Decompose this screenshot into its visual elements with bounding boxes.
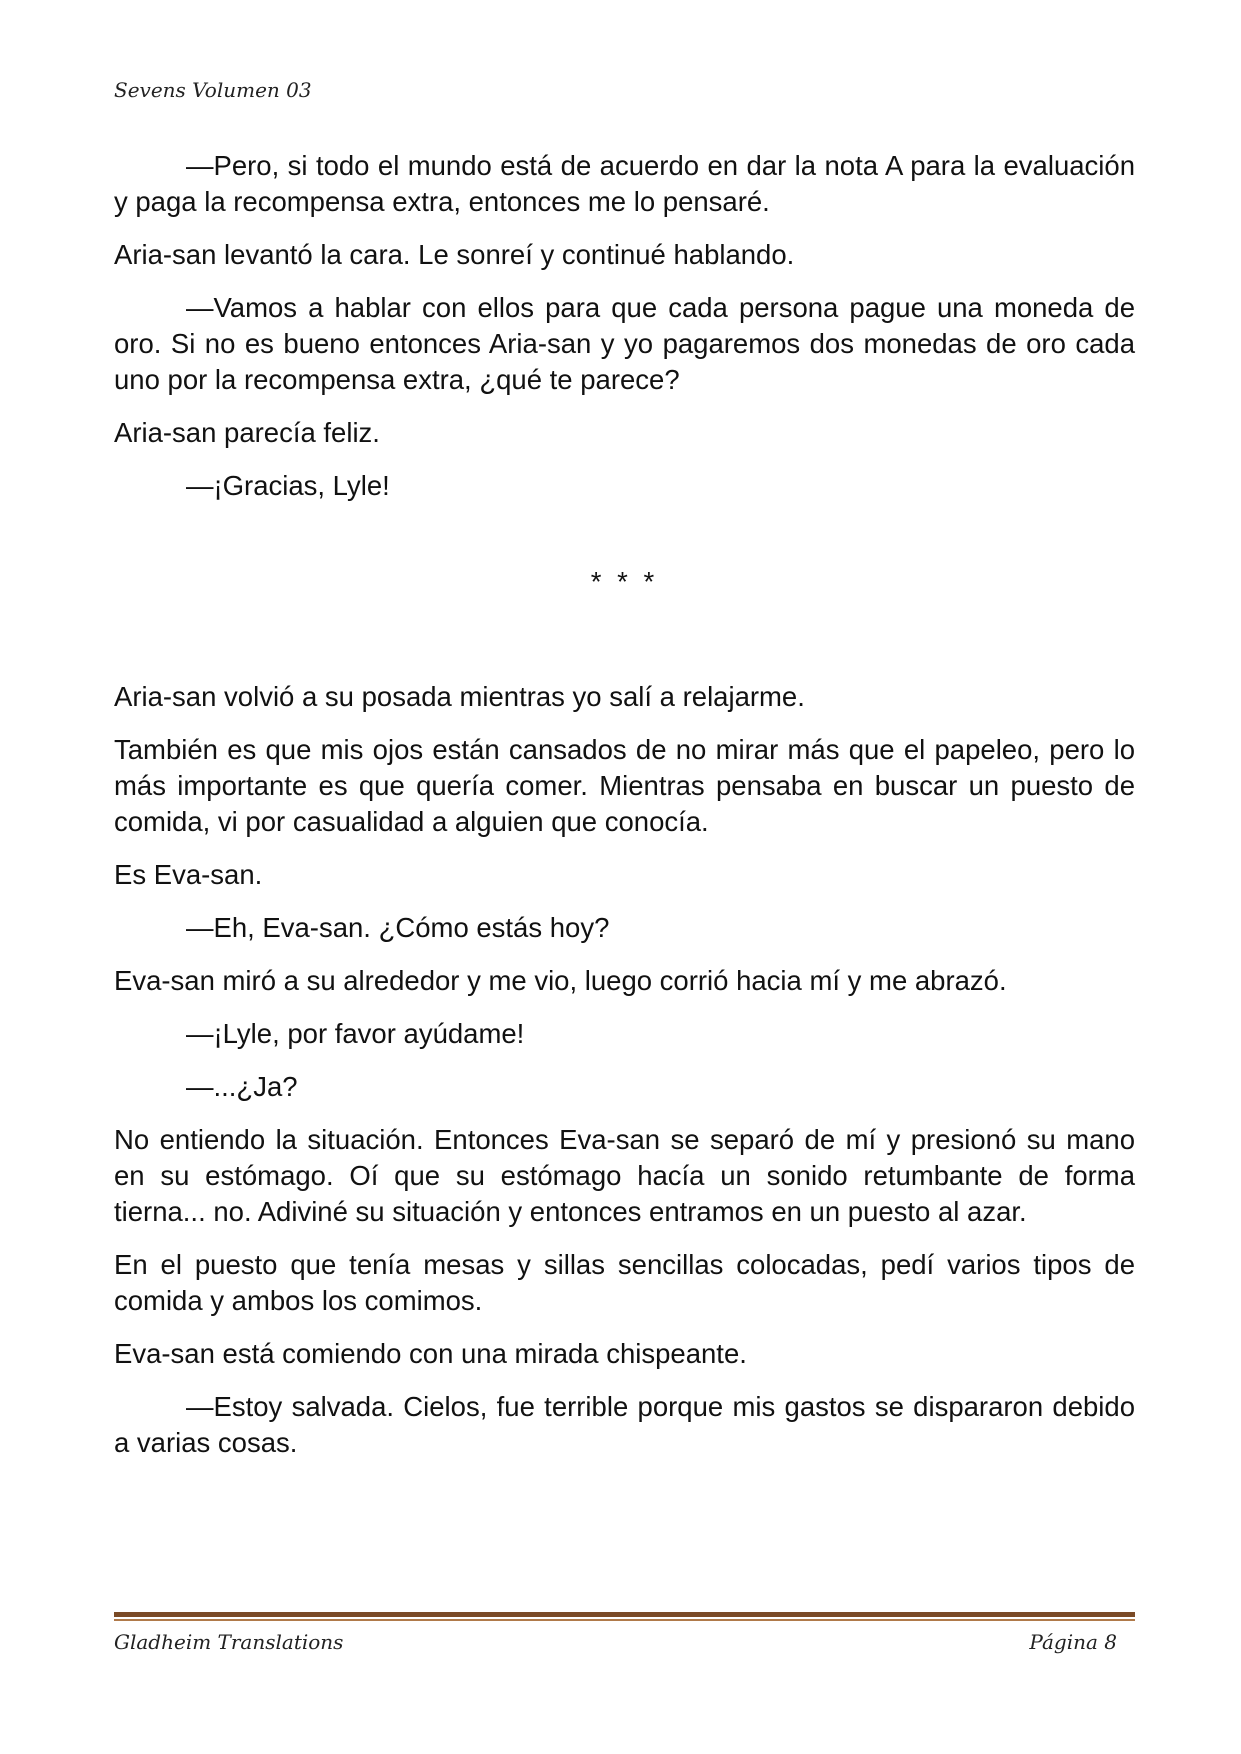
- body-text: [114, 148, 1135, 1478]
- paragraph: Aria-san levantó la cara. Le sonreí y continué hablando.: [114, 239, 795, 270]
- paragraph: Eva-san miró a su alrededor y me vio, luego corrió hacia mí y me abrazó.: [114, 965, 1007, 996]
- paragraph-dialogue: —¡Gracias, Lyle!: [186, 470, 390, 501]
- paragraph: Aria-san parecía feliz.: [114, 417, 380, 448]
- paragraph-dialogue: —Pero, si todo el mundo está de acuerdo en dar la nota A para la evaluación y paga la recompensa extra, entonces me lo pensaré.: [114, 150, 1135, 217]
- paragraph-dialogue: —Eh, Eva-san. ¿Cómo estás hoy?: [186, 912, 610, 943]
- paragraph-dialogue: —¡Lyle, por favor ayúdame!: [186, 1018, 525, 1049]
- footer-divider: [114, 1612, 1135, 1622]
- paragraph: También es que mis ojos están cansados de no mirar más que el papeleo, pero lo más importante es que quería comer. Mientras pensaba en buscar un puesto de comida, vi por casualidad a alguien que conocía.: [114, 734, 1135, 837]
- paragraph: No entiendo la situación. Entonces Eva-san se separó de mí y presionó su mano en su estómago. Oí que su estómago hacía un sonido retumbante de forma tierna... no. Adiviné su situación y entonces entramos en un puesto al azar.: [114, 1124, 1135, 1227]
- page-number: Página 8: [1029, 1630, 1117, 1654]
- footer-divider-thin: [114, 1619, 1135, 1621]
- paragraph-dialogue: —Vamos a hablar con ellos para que cada persona pague una moneda de oro. Si no es bueno entonces Aria-san y yo pagaremos dos monedas de oro cada uno por la recompensa extra, ¿qué te parece?: [114, 292, 1135, 395]
- paragraph-dialogue: —Estoy salvada. Cielos, fue terrible porque mis gastos se dispararon debido a varias cosas.: [114, 1391, 1135, 1458]
- paragraph: Es Eva-san.: [114, 859, 263, 890]
- paragraph: En el puesto que tenía mesas y sillas sencillas colocadas, pedí varios tipos de comida y ambos los comimos.: [114, 1249, 1135, 1316]
- paragraph: Eva-san está comiendo con una mirada chispeante.: [114, 1338, 747, 1369]
- paragraph-dialogue: —...¿Ja?: [186, 1071, 298, 1102]
- footer-credit: Gladheim Translations: [114, 1630, 344, 1654]
- footer-divider-thick: [114, 1612, 1135, 1617]
- scene-separator: * * *: [590, 566, 659, 597]
- running-header: Sevens Volumen 03: [114, 78, 312, 102]
- paragraph: Aria-san volvió a su posada mientras yo salí a relajarme.: [114, 681, 805, 712]
